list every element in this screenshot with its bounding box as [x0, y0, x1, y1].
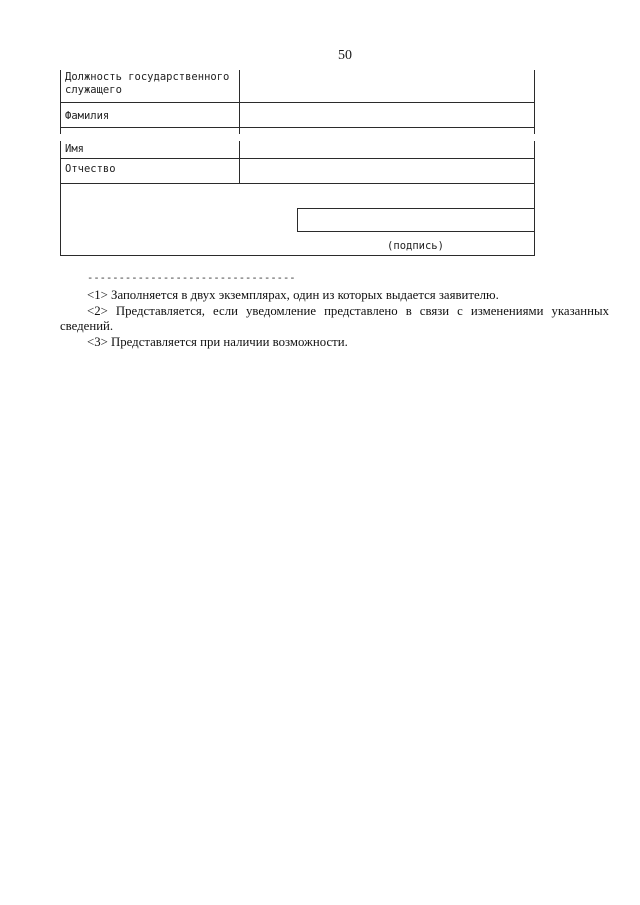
footnote-separator: ---------------------------------: [87, 272, 296, 284]
footnote-1-line: <1> Заполняется в двух экземплярах, один из которых выдается заявителю.: [87, 288, 499, 302]
field-label-position: Должность государственного служащего: [61, 70, 240, 102]
footnote-2-line: сведений.: [60, 319, 114, 334]
footnote-1: [60, 288, 609, 304]
field-value-position: [240, 70, 534, 102]
footnote-2-line: <2> Представляется, если уведомление представлено в связи с изменениями указанных: [87, 303, 609, 318]
form-row-position: [61, 70, 534, 103]
footnotes: [60, 288, 609, 350]
spacer-cell: [240, 128, 534, 134]
signature-area: [61, 184, 534, 255]
signature-caption: (подпись): [387, 240, 444, 252]
form-table-upper-block: [60, 70, 535, 134]
spacer-cell: [61, 128, 240, 134]
form-row-surname: [61, 103, 534, 128]
footnote-3: [60, 335, 609, 351]
form-row-patronymic: [61, 159, 534, 184]
field-label-firstname: Имя: [61, 141, 240, 158]
page-number: 50: [338, 48, 352, 63]
field-value-surname: [240, 103, 534, 127]
field-value-patronymic: [240, 159, 534, 183]
field-value-firstname: [240, 141, 534, 158]
footnote-3-line: <3> Представляется при наличии возможности.: [87, 334, 348, 349]
form-table-lower-block: [60, 141, 535, 256]
form-row-firstname: [61, 141, 534, 159]
signature-box: [297, 208, 534, 232]
form-row-spacer-strip: [61, 128, 534, 134]
field-label-patronymic: Отчество: [61, 159, 240, 183]
field-label-surname: Фамилия: [61, 103, 240, 127]
footnote-2: [60, 304, 609, 335]
